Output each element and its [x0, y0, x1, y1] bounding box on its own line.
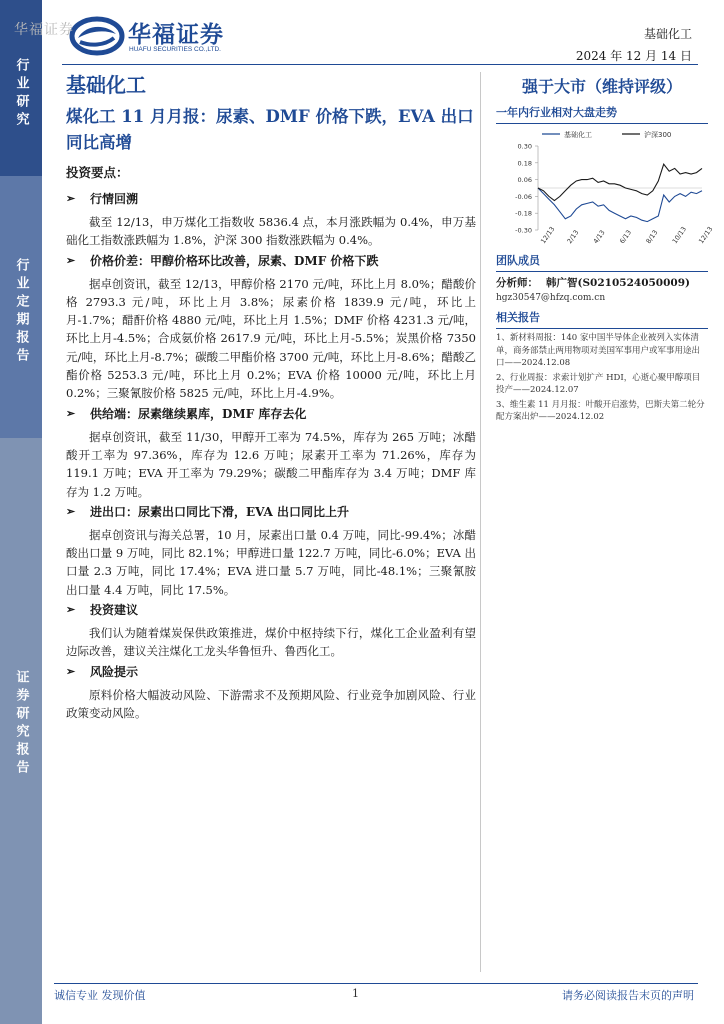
logo-emblem-icon	[70, 16, 124, 56]
x-tick-label: 8/13	[644, 228, 660, 246]
section-heading	[66, 599, 478, 621]
section-market-review	[66, 188, 478, 250]
legend-label: 沪深300	[644, 131, 672, 139]
key-points-heading: 投资要点：	[66, 165, 129, 180]
y-tick-label: 0.18	[517, 159, 532, 168]
section-risk	[66, 661, 478, 723]
right-column	[496, 72, 715, 426]
chart-svg	[496, 124, 715, 252]
section-heading	[66, 403, 478, 425]
section-heading	[66, 250, 478, 272]
section-body: 据卓创资讯与海关总署，10 月，尿素出口量 0.4 万吨，同比-99.4%；冰醋酸出口量 9 万吨，同比 82.1%；甲醇进口量 122.7 万吨，同比-6.0%；EVA 出口量 2.3 万吨，同比 17.4%；EVA 进口量 5.7 万吨，同比-48.1%；三聚氰胺出口量 4.4 万吨，同比 17.5%。	[66, 527, 476, 597]
arrow-bullet-icon: ➢	[66, 504, 76, 518]
section-import-export	[66, 501, 478, 599]
y-tick-label: -0.06	[515, 192, 532, 201]
arrow-bullet-icon: ➢	[66, 192, 76, 205]
section-heading-text: 供给端：尿素继续累库，DMF 库存去化	[90, 406, 307, 421]
related-report-item[interactable]: 2、行业周报：求索计划扩产 HDI，心逝心聚甲醇项目投产——2024.12.07	[496, 372, 701, 395]
x-tick-label: 4/13	[591, 228, 607, 246]
section-body: 截至 12/13，申万煤化工指数收 5836.4 点，本月涨跌幅为 0.4%，申万基础化工指数涨跌幅为 1.8%，沪深 300 指数涨跌幅为 0.4%。	[66, 215, 476, 248]
section-heading	[66, 188, 478, 210]
y-tick-label: -0.18	[515, 209, 532, 218]
x-tick-label: 6/13	[618, 228, 634, 246]
main-column	[66, 72, 478, 722]
related-report-item[interactable]: 3、维生素 11 月月报：叶酸开启涨势，巴斯夫第二轮分配方案出炉——2024.12.02	[496, 399, 705, 422]
x-tick-label: 10/13	[670, 225, 689, 246]
sidebar-block-periodic	[0, 176, 42, 438]
related-reports	[496, 332, 708, 424]
arrow-bullet-icon: ➢	[66, 664, 76, 678]
left-sidebar	[0, 0, 42, 1024]
section-body: 我们认为随着煤炭保供政策推进，煤价中枢持续下行，煤化工企业盈利有望边际改善，建议关注煤化工龙头华鲁恒升、鲁西化工。	[66, 626, 476, 659]
x-tick-label: 2/13	[565, 228, 581, 246]
analyst-line	[496, 275, 708, 291]
section-heading-text: 投资建议	[90, 603, 139, 618]
analyst-label: 分析师：	[496, 277, 538, 289]
section-heading	[66, 661, 478, 683]
y-tick-label: -0.30	[515, 226, 532, 235]
related-title: 相关报告	[496, 311, 708, 329]
section-heading-text: 行情回溯	[90, 192, 139, 206]
rating: 强于大市（维持评级）	[521, 77, 682, 96]
sidebar-block-securities	[0, 438, 42, 1024]
section-supply	[66, 403, 478, 501]
x-tick-label: 12/13	[539, 225, 557, 246]
y-tick-label: 0.06	[517, 176, 532, 185]
x-tick-label: 12/13	[697, 225, 715, 246]
section-heading-text: 价格价差：甲醇价格环比改善，尿素、DMF 价格下跌	[90, 253, 379, 268]
section-body: 据卓创资讯，截至 12/13，甲醇价格 2170 元/吨，环比上月 8.0%；醋酸价格 2793.3 元/吨，环比上月 3.8%；尿素价格 1839.9 元/吨，环比上月-1.7%；醋酐价格 4880 元/吨，环比上月 1.5%；DMF 价格 4231.3 元/吨，环比上月-4.5%；合成氨价格 2617.9 元/吨，环比上月-5.5%；炭黑价格 7350 元/吨，环比上月-8.7%；碳酸二甲酯价格 3700 元/吨，环比上月-8.6%；醋酸乙酯价格 5253.3 元/吨，环比上月 0.2%；EVA 价格 10000 元/吨，环比上月 0.2%；三聚氰胺价格 5825 元/吨，环比上月-4.9%。	[66, 276, 476, 401]
section-body: 原料价格大幅波动风险、下游需求不及预期风险、行业竞争加剧风险、行业政策变动风险。	[66, 687, 476, 720]
watermark: 华福证券	[14, 22, 74, 38]
arrow-bullet-icon: ➢	[66, 406, 76, 420]
chart-title: 一年内行业相对大盘走势	[496, 106, 708, 124]
section-body: 据卓创资讯，截至 11/30，甲醇开工率为 74.5%，库存为 265 万吨；冰醋酸开工率为 97.36%，库存为 12.6 万吨；尿素开工率为 71.26%，库存为 119.1 万吨；EVA 开工率为 79.29%；碳酸二甲酯库存为 3.4 万吨；DMF 库存为 1.2 万吨。	[66, 429, 476, 499]
related-report-item[interactable]: 1、新材料周报：140 家中国半导体企业被列入实体清单，商务部禁止两用物项对美国军事用户或军事用途出口——2024.12.08	[496, 333, 701, 368]
sidebar-label-periodic: 行业定期报告	[13, 258, 29, 366]
relative-performance-chart	[496, 124, 715, 252]
logo-text-cn: 华福证券	[128, 21, 224, 48]
footer-divider	[54, 983, 698, 984]
analyst-name: 韩广智(S0210524050009)	[546, 277, 690, 289]
header-date: 2024 年 12 月 14 日	[575, 49, 692, 63]
section-investment-advice	[66, 599, 478, 661]
page-number: 1	[352, 987, 359, 1000]
report-title: 煤化工 11 月月报：尿素、DMF 价格下跌，EVA 出口同比高增	[66, 107, 474, 152]
sidebar-label-research: 行业研究	[13, 58, 29, 130]
logo-text-en: HUAFU SECURITIES CO.,LTD.	[129, 46, 221, 53]
header-category: 基础化工	[643, 27, 692, 41]
section-heading	[66, 501, 478, 523]
footer-disclaimer: 请务必阅读报告末页的声明	[562, 989, 694, 1002]
footer-slogan: 诚信专业 发现价值	[54, 989, 146, 1002]
arrow-bullet-icon: ➢	[66, 603, 76, 617]
section-heading-text: 进出口：尿素出口同比下滑，EVA 出口同比上升	[90, 504, 350, 519]
team-title: 团队成员	[496, 254, 708, 272]
header-divider	[62, 64, 698, 65]
industry-title: 基础化工	[66, 73, 146, 97]
section-heading-text: 风险提示	[90, 664, 139, 679]
analyst-email[interactable]: hgz30547@hfzq.com.cn	[496, 293, 606, 303]
arrow-bullet-icon: ➢	[66, 253, 76, 267]
y-tick-label: 0.30	[517, 142, 532, 151]
section-price-spread	[66, 250, 478, 403]
column-divider	[480, 72, 481, 972]
company-logo	[70, 16, 250, 58]
legend-label: 基础化工	[564, 131, 592, 139]
sidebar-label-securities: 证券研究报告	[13, 670, 29, 778]
